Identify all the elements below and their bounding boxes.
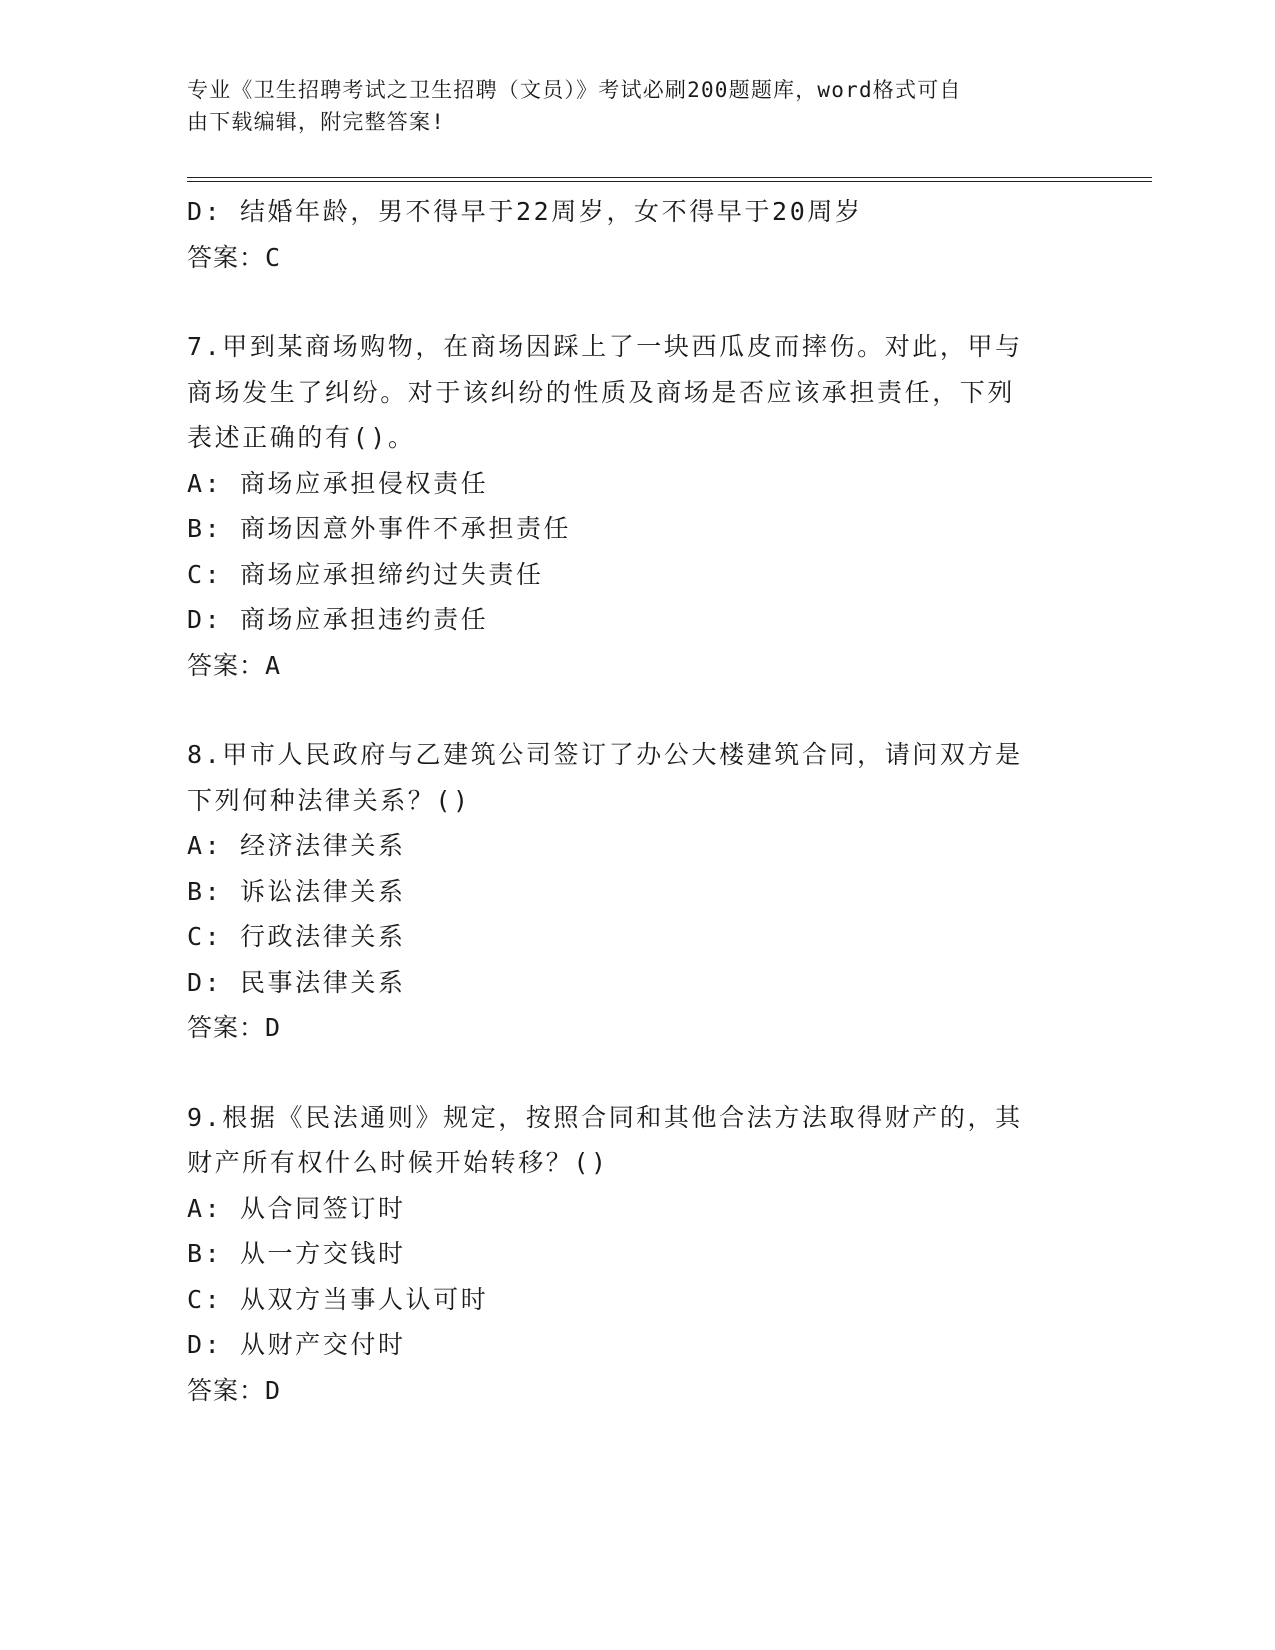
option-b: B: 诉讼法律关系 [187, 876, 406, 906]
option-c: C: 从双方当事人认可时 [187, 1284, 489, 1314]
answer-label: 答案： [187, 650, 266, 680]
answer-value: C [265, 242, 282, 272]
option-d: D: 从财产交付时 [187, 1330, 406, 1359]
option-c: C: 商场应承担缔约过失责任 [187, 559, 544, 589]
option-d: D: 结婚年龄，男不得早于22周岁，女不得早于20周岁 [187, 197, 863, 226]
header-rule-bottom [187, 181, 1152, 182]
question-7 [187, 324, 1067, 688]
header-rule-top [187, 177, 1152, 178]
option-b: B: 商场因意外事件不承担责任 [187, 514, 572, 543]
question-stem-line: 表述正确的有()。 [187, 423, 416, 452]
answer-label: 答案： [187, 1013, 266, 1042]
answer-value: D [265, 1013, 282, 1042]
question-stem-line: 8.甲市人民政府与乙建筑公司签订了办公大楼建筑合同，请问双方是 [187, 740, 1023, 769]
question-stem-line: 9.根据《民法通则》规定，按照合同和其他合法方法取得财产的，其 [187, 1102, 1023, 1132]
question-9 [187, 1095, 1067, 1414]
answer-value: D [265, 1375, 282, 1405]
answer-line [187, 1368, 1067, 1414]
option-d: D: 商场应承担违约责任 [187, 605, 489, 634]
option-c: C: 行政法律关系 [187, 922, 406, 951]
document-header [187, 74, 1067, 138]
option-a: A: 商场应承担侵权责任 [187, 468, 489, 498]
answer-line [187, 643, 1067, 689]
header-line-1: 专业《卫生招聘考试之卫生招聘（文员）》考试必刷200题题库，word格式可自 [187, 78, 962, 102]
answer-label: 答案： [187, 1375, 266, 1405]
spacer [187, 688, 1067, 732]
option-a: A: 经济法律关系 [187, 831, 406, 860]
question-stem-line: 商场发生了纠纷。对于该纠纷的性质及商场是否应该承担责任，下列 [187, 377, 1016, 407]
question-stem-line: 财产所有权什么时候开始转移？() [187, 1148, 609, 1177]
header-line-2: 由下载编辑，附完整答案! [187, 110, 446, 134]
question-stem-line: 7.甲到某商场购物，在商场因踩上了一块西瓜皮而摔伤。对此，甲与 [187, 332, 1023, 361]
spacer [187, 280, 1067, 324]
previous-question-tail [187, 189, 1067, 280]
option-a: A: 从合同签订时 [187, 1193, 406, 1223]
answer-line [187, 1005, 1067, 1051]
question-8 [187, 732, 1067, 1051]
answer-value: A [265, 650, 282, 680]
option-b: B: 从一方交钱时 [187, 1239, 406, 1268]
answer-line [187, 235, 1067, 281]
document-body [187, 189, 1067, 1413]
option-d: D: 民事法律关系 [187, 967, 406, 997]
answer-label: 答案： [187, 242, 266, 272]
question-stem-line: 下列何种法律关系？() [187, 785, 471, 815]
spacer [187, 1051, 1067, 1095]
